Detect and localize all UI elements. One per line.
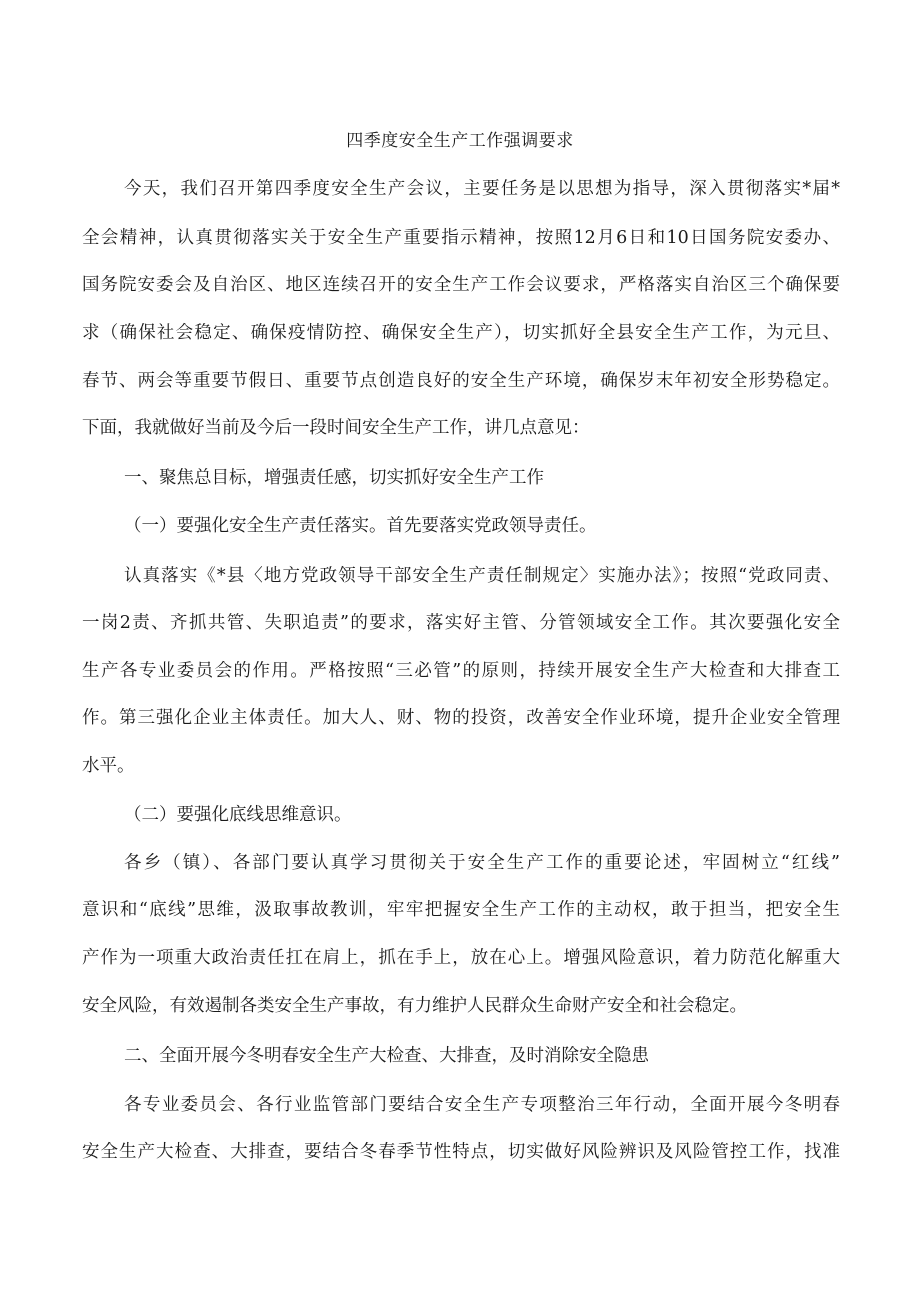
- section-heading: 一、聚焦总目标，增强责任感，切实抓好安全生产工作: [124, 468, 544, 488]
- body-line: 全会精神，认真贯彻落实关于安全生产重要指示精神，按照12月6日和10日国务院安委办、: [82, 228, 840, 248]
- body-line: 作。第三强化企业主体责任。加大人、财、物的投资，改善安全作业环境，提升企业安全管理: [82, 708, 840, 728]
- body-line: 生产各专业委员会的作用。严格按照“三必管”的原则，持续开展安全生产大检查和大排查工: [82, 661, 840, 681]
- body-line: 产作为一项重大政治责任扛在肩上，抓在手上，放在心上。增强风险意识，着力防范化解重大: [82, 948, 840, 968]
- body-line: 水平。: [82, 756, 135, 776]
- section-heading: 二、全面开展今冬明春安全生产大检查、大排查，及时消除安全隐患: [124, 1046, 649, 1066]
- body-line: 一岗2责、齐抓共管、失职追责”的要求，落实好主管、分管领域安全工作。其次要强化安全: [82, 613, 840, 633]
- document-title: 四季度安全生产工作强调要求: [346, 131, 574, 151]
- body-line: 安全生产大检查、大排查，要结合冬春季节性特点，切实做好风险辨识及风险管控工作，找准: [82, 1142, 840, 1162]
- body-line: 今天，我们召开第四季度安全生产会议，主要任务是以思想为指导，深入贯彻落实*届*: [124, 179, 840, 199]
- subsection-heading: （一）要强化安全生产责任落实。首先要落实党政领导责任。: [124, 516, 597, 536]
- subsection-heading: （二）要强化底线思维意识。: [124, 805, 352, 825]
- body-line: 各乡（镇）、各部门要认真学习贯彻关于安全生产工作的重要论述，牢固树立“红线”: [124, 853, 840, 873]
- body-line: 求（确保社会稳定、确保疫情防控、确保安全生产），切实抓好全县安全生产工作，为元旦、: [82, 323, 840, 343]
- body-line: 春节、两会等重要节假日、重要节点创造良好的安全生产环境，确保岁末年初安全形势稳定。: [82, 371, 840, 391]
- body-line: 认真落实《*县〈地方党政领导干部安全生产责任制规定〉实施办法》；按照“党政同责、: [124, 566, 840, 586]
- body-line: 意识和“底线”思维，汲取事故教训，牢牢把握安全生产工作的主动权，敢于担当，把安全生: [82, 900, 840, 920]
- body-line: 国务院安委会及自治区、地区连续召开的安全生产工作会议要求，严格落实自治区三个确保要: [82, 275, 840, 295]
- body-line: 安全风险，有效遏制各类安全生产事故，有力维护人民群众生命财产安全和社会稳定。: [82, 996, 747, 1016]
- body-line: 各专业委员会、各行业监管部门要结合安全生产专项整治三年行动，全面开展今冬明春: [124, 1095, 840, 1115]
- body-line: 下面，我就做好当前及今后一段时间安全生产工作，讲几点意见：: [82, 418, 590, 438]
